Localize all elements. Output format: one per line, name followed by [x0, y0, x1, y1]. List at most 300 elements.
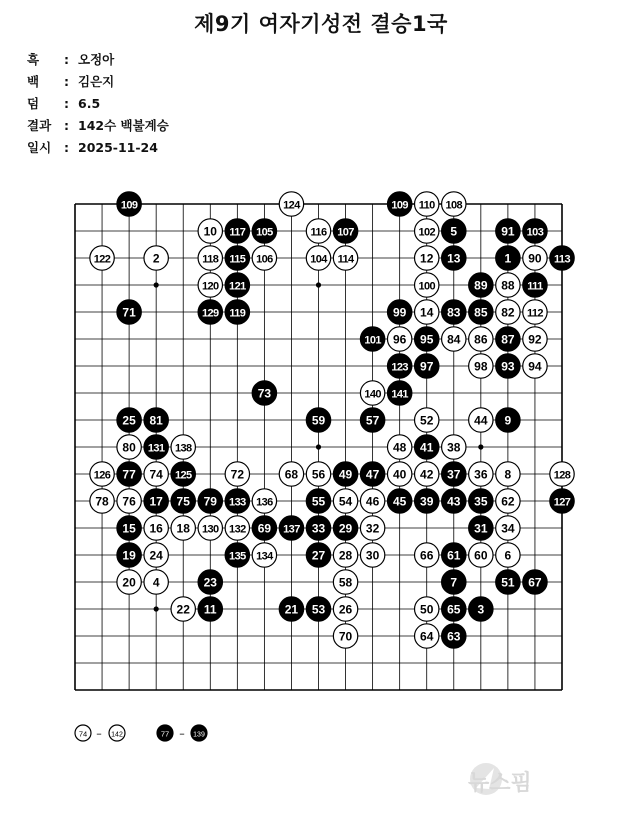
black-stone	[469, 273, 493, 297]
move-number: 62	[501, 494, 515, 509]
move-number: 89	[474, 278, 488, 293]
move-number: 80	[122, 440, 136, 455]
info-key: 일시	[27, 140, 52, 155]
watermark-text: 뉴스핌	[468, 771, 532, 796]
move-number: 26	[338, 602, 353, 617]
white-stone	[144, 570, 168, 594]
black-stone	[252, 516, 276, 540]
black-stone	[442, 570, 466, 594]
move-number: 88	[501, 278, 515, 293]
move-number: 55	[311, 494, 326, 509]
black-stone	[387, 489, 411, 513]
move-number: 38	[447, 440, 461, 455]
move-number: 58	[338, 575, 353, 590]
move-number: 72	[230, 467, 245, 482]
info-value: 142수 백불계승	[78, 118, 169, 133]
star-point	[316, 444, 321, 449]
white-stone	[496, 300, 520, 324]
move-number: 47	[365, 467, 380, 482]
black-stone	[279, 516, 303, 540]
move-number: 10	[203, 224, 217, 239]
white-stone	[252, 543, 276, 567]
black-stone	[442, 543, 466, 567]
white-stone	[496, 489, 520, 513]
white-stone	[144, 543, 168, 567]
black-stone	[252, 219, 276, 243]
move-number: 115	[229, 253, 246, 266]
info-value: 오정아	[78, 52, 115, 67]
white-stone	[90, 246, 114, 270]
move-number: 42	[420, 467, 434, 482]
white-stone	[306, 246, 330, 270]
move-number: 3	[477, 602, 485, 617]
move-number: 128	[553, 469, 571, 482]
move-number: 129	[201, 307, 219, 320]
white-stone	[496, 462, 520, 486]
move-number: 65	[447, 602, 461, 617]
move-number: 73	[257, 386, 272, 401]
move-number: 86	[474, 332, 488, 347]
move-number: 103	[526, 226, 544, 239]
move-number: 69	[257, 521, 272, 536]
white-stone	[387, 435, 411, 459]
move-number: 126	[93, 469, 111, 482]
move-number: 18	[176, 521, 190, 536]
move-number: 112	[526, 307, 543, 320]
move-number: 57	[365, 413, 380, 428]
move-number: 90	[528, 251, 542, 266]
info-colon: :	[64, 52, 69, 67]
move-number: 125	[174, 469, 192, 482]
black-stone	[415, 489, 439, 513]
white-stone	[469, 354, 493, 378]
move-number: 49	[338, 467, 353, 482]
white-stone	[252, 246, 276, 270]
move-number: 116	[310, 226, 327, 239]
move-number: 79	[203, 494, 217, 509]
black-stone	[279, 597, 303, 621]
black-stone	[523, 219, 547, 243]
move-number: 22	[176, 602, 190, 617]
move-number: 53	[311, 602, 326, 617]
black-stone	[523, 273, 547, 297]
black-stone	[496, 570, 520, 594]
black-stone	[496, 354, 520, 378]
info-colon: :	[64, 118, 69, 133]
white-stone	[90, 489, 114, 513]
white-stone	[117, 435, 141, 459]
move-number: 40	[392, 467, 407, 482]
legend-white-dash: –	[96, 727, 102, 740]
move-number: 35	[474, 494, 488, 509]
info-colon: :	[64, 74, 69, 89]
white-stone	[415, 597, 439, 621]
black-stone	[360, 408, 384, 432]
move-number: 64	[420, 629, 434, 644]
move-number: 43	[447, 494, 461, 509]
move-number: 82	[501, 305, 515, 320]
move-number: 29	[338, 521, 353, 536]
black-stone	[442, 219, 466, 243]
white-stone	[550, 462, 574, 486]
move-number: 34	[501, 521, 515, 536]
move-number: 12	[420, 251, 434, 266]
move-number: 31	[474, 521, 488, 536]
move-number: 85	[474, 305, 488, 320]
white-stone	[144, 246, 168, 270]
white-stone	[360, 543, 384, 567]
star-point	[478, 444, 483, 449]
move-number: 93	[501, 359, 515, 374]
white-stone	[415, 408, 439, 432]
move-number: 91	[501, 224, 515, 239]
white-stone	[360, 381, 384, 405]
white-stone	[387, 462, 411, 486]
move-number: 77	[122, 467, 136, 482]
move-number: 33	[311, 521, 326, 536]
white-stone	[117, 570, 141, 594]
move-number: 131	[147, 442, 165, 455]
move-number: 1	[504, 251, 512, 266]
black-stone	[252, 381, 276, 405]
move-number: 95	[420, 332, 434, 347]
move-number: 16	[149, 521, 163, 536]
white-stone	[90, 462, 114, 486]
white-stone	[523, 246, 547, 270]
move-number: 50	[420, 602, 434, 617]
legend	[75, 725, 207, 741]
move-number: 102	[418, 226, 436, 239]
black-stone	[442, 597, 466, 621]
star-point	[154, 606, 159, 611]
white-stone	[523, 327, 547, 351]
white-stone	[225, 462, 249, 486]
move-number: 19	[122, 548, 136, 563]
move-number: 140	[364, 388, 381, 401]
black-stone	[198, 489, 222, 513]
move-number: 59	[311, 413, 326, 428]
white-stone	[333, 246, 357, 270]
move-number: 114	[337, 253, 354, 266]
move-number: 87	[501, 332, 515, 347]
move-number: 109	[120, 199, 138, 212]
white-stone	[252, 489, 276, 513]
white-stone	[306, 219, 330, 243]
move-number: 136	[256, 496, 273, 509]
move-number: 141	[391, 388, 408, 401]
black-stone	[469, 489, 493, 513]
move-number: 121	[229, 280, 246, 293]
move-number: 127	[553, 496, 571, 509]
move-number: 92	[528, 332, 542, 347]
white-stone	[469, 543, 493, 567]
white-stone	[198, 246, 222, 270]
black-stone	[360, 462, 384, 486]
move-number: 44	[474, 413, 488, 428]
info-key: 결과	[27, 118, 52, 133]
white-stone	[415, 624, 439, 648]
white-stone	[333, 624, 357, 648]
white-stone	[415, 273, 439, 297]
move-number: 68	[284, 467, 299, 482]
move-number: 13	[447, 251, 461, 266]
black-stone	[117, 543, 141, 567]
white-stone	[469, 462, 493, 486]
black-stone	[442, 462, 466, 486]
move-number: 17	[149, 494, 163, 509]
move-number: 123	[391, 361, 408, 374]
white-stone	[442, 327, 466, 351]
info-value: 김은지	[78, 74, 115, 89]
move-number: 54	[338, 494, 353, 509]
black-stone	[387, 192, 411, 216]
move-number: 124	[283, 199, 300, 212]
black-stone	[144, 408, 168, 432]
move-number: 2	[152, 251, 160, 266]
info-value: 6.5	[78, 96, 101, 111]
black-stone	[198, 300, 222, 324]
move-number: 81	[149, 413, 163, 428]
white-stone	[306, 462, 330, 486]
black-stone	[442, 489, 466, 513]
page-title: 제9기 여자기성전 결승1국	[194, 12, 448, 36]
move-number: 46	[365, 494, 380, 509]
black-stone	[496, 219, 520, 243]
move-number: 75	[176, 494, 190, 509]
white-stone	[469, 408, 493, 432]
move-number: 100	[418, 280, 436, 293]
move-number: 9	[504, 413, 512, 428]
move-number: 113	[554, 253, 570, 266]
move-number: 96	[392, 332, 407, 347]
info-colon: :	[64, 96, 69, 111]
move-number: 106	[256, 253, 273, 266]
black-stone	[442, 246, 466, 270]
legend-black-dash: –	[179, 727, 185, 740]
black-stone	[496, 408, 520, 432]
black-stone	[496, 246, 520, 270]
move-number: 108	[445, 199, 463, 212]
black-stone	[523, 570, 547, 594]
move-number: 74	[149, 467, 163, 482]
move-number: 6	[504, 548, 512, 563]
move-number: 37	[447, 467, 461, 482]
white-stone	[496, 543, 520, 567]
move-number: 28	[338, 548, 353, 563]
move-number: 30	[365, 548, 380, 563]
black-stone	[333, 462, 357, 486]
move-number: 61	[447, 548, 461, 563]
move-number: 41	[420, 440, 434, 455]
move-number: 83	[447, 305, 461, 320]
move-number: 117	[229, 226, 246, 239]
white-stone	[442, 435, 466, 459]
black-stone	[117, 462, 141, 486]
move-number: 11	[203, 602, 217, 617]
black-stone	[442, 624, 466, 648]
white-stone	[333, 570, 357, 594]
black-stone	[117, 516, 141, 540]
move-number: 97	[420, 359, 434, 374]
black-stone	[225, 246, 249, 270]
move-number: 101	[364, 334, 381, 347]
black-stone	[117, 192, 141, 216]
black-stone	[306, 543, 330, 567]
move-number: 27	[311, 548, 326, 563]
black-stone	[469, 516, 493, 540]
black-stone	[333, 516, 357, 540]
white-stone	[333, 597, 357, 621]
legend-black-first: 77	[160, 729, 170, 739]
white-stone	[415, 192, 439, 216]
white-stone	[225, 516, 249, 540]
black-stone	[225, 219, 249, 243]
black-stone	[198, 570, 222, 594]
legend-white-first: 74	[78, 729, 88, 739]
move-number: 98	[474, 359, 488, 374]
white-stone	[333, 543, 357, 567]
move-number: 23	[203, 575, 217, 590]
star-point	[316, 282, 321, 287]
move-number: 56	[311, 467, 326, 482]
move-number: 132	[229, 523, 246, 536]
move-number: 111	[527, 280, 543, 293]
black-stone	[550, 489, 574, 513]
move-number: 78	[95, 494, 109, 509]
move-number: 15	[122, 521, 136, 536]
white-stone	[415, 219, 439, 243]
move-number: 60	[474, 548, 488, 563]
move-number: 109	[391, 199, 408, 212]
move-number: 105	[256, 226, 273, 239]
black-stone	[469, 597, 493, 621]
move-number: 63	[447, 629, 461, 644]
black-stone	[442, 300, 466, 324]
move-number: 39	[420, 494, 434, 509]
black-stone	[360, 327, 384, 351]
black-stone	[171, 489, 195, 513]
black-stone	[387, 300, 411, 324]
black-stone	[306, 489, 330, 513]
move-number: 5	[450, 224, 458, 239]
move-number: 99	[392, 305, 407, 320]
move-number: 14	[420, 305, 434, 320]
legend-white-last: 142	[111, 731, 123, 739]
move-number: 66	[420, 548, 434, 563]
move-number: 48	[392, 440, 407, 455]
black-stone	[117, 408, 141, 432]
black-stone	[306, 597, 330, 621]
black-stone	[198, 597, 222, 621]
move-number: 137	[283, 523, 300, 536]
move-number: 134	[256, 550, 273, 563]
move-number: 138	[174, 442, 192, 455]
move-number: 94	[528, 359, 542, 374]
black-stone	[117, 300, 141, 324]
move-number: 7	[450, 575, 458, 590]
move-number: 36	[474, 467, 488, 482]
white-stone	[117, 489, 141, 513]
move-number: 20	[122, 575, 136, 590]
black-stone	[225, 273, 249, 297]
move-number: 70	[338, 629, 353, 644]
move-number: 8	[504, 467, 512, 482]
black-stone	[415, 354, 439, 378]
move-number: 76	[122, 494, 136, 509]
move-number: 110	[418, 199, 435, 212]
info-value: 2025-11-24	[78, 140, 158, 155]
white-stone	[333, 489, 357, 513]
black-stone	[415, 435, 439, 459]
move-number: 25	[122, 413, 136, 428]
black-stone	[225, 300, 249, 324]
move-number: 118	[202, 253, 219, 266]
black-stone	[306, 408, 330, 432]
white-stone	[442, 192, 466, 216]
black-stone	[225, 489, 249, 513]
black-stone	[171, 462, 195, 486]
black-stone	[415, 327, 439, 351]
white-stone	[496, 516, 520, 540]
black-stone	[144, 489, 168, 513]
white-stone	[415, 462, 439, 486]
white-stone	[171, 435, 195, 459]
black-stone	[306, 516, 330, 540]
black-stone	[387, 354, 411, 378]
white-stone	[171, 516, 195, 540]
white-stone	[144, 516, 168, 540]
white-stone	[360, 489, 384, 513]
move-number: 24	[149, 548, 163, 563]
info-colon: :	[64, 140, 69, 155]
move-number: 71	[122, 305, 136, 320]
black-stone	[144, 435, 168, 459]
white-stone	[171, 597, 195, 621]
white-stone	[198, 273, 222, 297]
info-key: 덤	[27, 96, 40, 111]
white-stone	[496, 273, 520, 297]
black-stone	[387, 381, 411, 405]
move-number: 52	[420, 413, 434, 428]
move-number: 135	[229, 550, 246, 563]
move-number: 122	[93, 253, 111, 266]
move-number: 119	[229, 307, 246, 320]
move-number: 84	[447, 332, 461, 347]
black-stone	[496, 327, 520, 351]
white-stone	[360, 516, 384, 540]
move-number: 67	[528, 575, 542, 590]
black-stone	[333, 219, 357, 243]
move-number: 51	[501, 575, 515, 590]
white-stone	[415, 246, 439, 270]
info-key: 흑	[27, 52, 40, 67]
move-number: 32	[365, 521, 380, 536]
white-stone	[198, 219, 222, 243]
info-key: 백	[27, 74, 40, 89]
white-stone	[279, 192, 303, 216]
white-stone	[387, 327, 411, 351]
white-stone	[415, 300, 439, 324]
move-number: 107	[337, 226, 354, 239]
star-point	[154, 282, 159, 287]
white-stone	[144, 462, 168, 486]
black-stone	[225, 543, 249, 567]
move-number: 104	[310, 253, 327, 266]
black-stone	[550, 246, 574, 270]
move-number: 45	[392, 494, 407, 509]
legend-black-last: 139	[193, 731, 205, 739]
white-stone	[279, 462, 303, 486]
